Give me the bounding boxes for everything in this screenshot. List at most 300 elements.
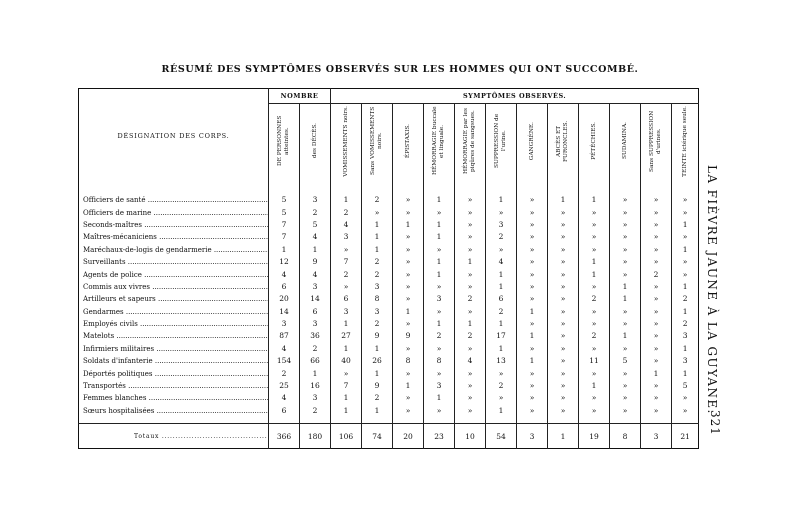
table-cell: 1	[486, 318, 517, 330]
table-cell: 4	[269, 343, 300, 355]
table-cell: 3	[672, 355, 699, 367]
table-cell: 3	[672, 330, 699, 342]
column-header	[269, 104, 300, 183]
table-cell: 6	[331, 293, 362, 305]
table-cell: 4	[269, 268, 300, 280]
table-cell: »	[362, 206, 393, 218]
table-cell: »	[641, 380, 672, 392]
table-cell: 2	[269, 367, 300, 379]
table-cell: »	[641, 355, 672, 367]
table-cell: »	[548, 231, 579, 243]
table-cell: »	[641, 281, 672, 293]
table-cell: 1	[610, 281, 641, 293]
corps-name-label: Femmes blanches .....	[83, 392, 268, 404]
column-header-label: TEINTE ictérique seule.	[681, 105, 688, 177]
table-cell: 1	[362, 343, 393, 355]
symptomes-group-header: SYMPTÔMES OBSERVÉS.	[331, 89, 699, 104]
table-cell: »	[579, 206, 610, 218]
table-cell: »	[424, 367, 455, 379]
table-cell: 17	[486, 330, 517, 342]
table-cell: »	[393, 318, 424, 330]
table-body	[79, 182, 699, 449]
table-cell: 3	[300, 318, 331, 330]
table-cell: »	[393, 206, 424, 218]
corps-name-label: Infirmiers militaires .....	[83, 343, 268, 355]
table-cell: 2	[424, 330, 455, 342]
column-header-label: ÉPISTAXIS.	[404, 123, 411, 159]
table-cell: 3	[331, 306, 362, 318]
table-cell: »	[517, 318, 548, 330]
table-cell: »	[331, 367, 362, 379]
table-cell: »	[393, 194, 424, 206]
table-cell: »	[331, 244, 362, 256]
table-cell: »	[548, 256, 579, 268]
table-cell: »	[486, 244, 517, 256]
table-cell: »	[672, 194, 699, 206]
table-cell: »	[393, 343, 424, 355]
table-cell: 1	[331, 194, 362, 206]
table-cell: 1	[393, 219, 424, 231]
corps-name-label: Officiers de santé .....	[83, 194, 268, 206]
table-row	[79, 380, 699, 392]
table-cell: 8	[362, 293, 393, 305]
column-header	[300, 104, 331, 183]
table-cell: 7	[269, 219, 300, 231]
table-cell: »	[455, 206, 486, 218]
table-cell: »	[641, 231, 672, 243]
total-cell: 23	[424, 424, 455, 449]
table-cell: 2	[362, 392, 393, 404]
column-header-label: SUPPRESSION de l'urine.	[494, 113, 507, 169]
table-cell: 3	[424, 293, 455, 305]
table-cell: »	[486, 367, 517, 379]
table-cell: »	[610, 206, 641, 218]
table-cell: »	[610, 231, 641, 243]
corps-name	[79, 355, 269, 367]
column-header	[579, 104, 610, 183]
table-cell: »	[610, 219, 641, 231]
table-cell: »	[517, 244, 548, 256]
total-cell: 74	[362, 424, 393, 449]
table-cell: »	[393, 293, 424, 305]
spacer-row	[79, 182, 699, 194]
table-cell: 1	[331, 318, 362, 330]
table-cell: »	[517, 231, 548, 243]
table-cell: »	[548, 244, 579, 256]
table-cell: »	[548, 268, 579, 280]
table-cell: 1	[424, 268, 455, 280]
total-cell: 8	[610, 424, 641, 449]
table-row	[79, 330, 699, 342]
table-cell: 154	[269, 355, 300, 367]
table-cell: 26	[362, 355, 393, 367]
table-cell: 8	[393, 355, 424, 367]
column-header-label: HÉMORRAGIE buccale et linguale.	[432, 106, 445, 176]
table-cell: »	[393, 231, 424, 243]
table-cell: »	[641, 405, 672, 417]
total-cell: 180	[300, 424, 331, 449]
column-header-label: SUDAMINA.	[621, 122, 628, 160]
table-cell: »	[641, 306, 672, 318]
corps-name-label: Gendarmes .....	[83, 306, 268, 318]
table-cell: 1	[672, 244, 699, 256]
table-cell: »	[517, 343, 548, 355]
table-cell: 1	[300, 367, 331, 379]
table-cell: 1	[548, 194, 579, 206]
table-cell: »	[579, 318, 610, 330]
table-cell: »	[610, 367, 641, 379]
table-row	[79, 268, 699, 280]
column-header	[362, 104, 393, 183]
corps-name-label: Matelots .....	[83, 330, 268, 342]
corps-name-label: Commis aux vivres .....	[83, 281, 268, 293]
table-cell: 1	[579, 380, 610, 392]
nombre-group-header: NOMBRE	[269, 89, 331, 104]
table-cell: 6	[269, 405, 300, 417]
table-cell: »	[393, 405, 424, 417]
corps-name-label: Agents de police .....	[83, 269, 268, 281]
table-cell: 2	[579, 293, 610, 305]
corps-name	[79, 343, 269, 355]
table-cell: 11	[579, 355, 610, 367]
table-cell: »	[672, 405, 699, 417]
table-cell: 40	[331, 355, 362, 367]
corps-name	[79, 219, 269, 231]
table-cell: »	[548, 355, 579, 367]
table-cell: »	[641, 392, 672, 404]
table-cell: »	[393, 268, 424, 280]
table-cell: 4	[300, 231, 331, 243]
total-cell: 3	[641, 424, 672, 449]
table-cell: 2	[300, 405, 331, 417]
table-cell: »	[641, 330, 672, 342]
table-cell: 2	[331, 206, 362, 218]
table-cell: 1	[300, 244, 331, 256]
table-cell: 2	[486, 306, 517, 318]
table-cell: 5	[300, 219, 331, 231]
table-cell: »	[393, 392, 424, 404]
table-cell: 1	[486, 343, 517, 355]
table-cell: »	[548, 380, 579, 392]
table-cell: 36	[300, 330, 331, 342]
table-cell: 6	[300, 306, 331, 318]
totals-label	[79, 424, 269, 449]
table-cell: 2	[641, 268, 672, 280]
table-cell: 1	[641, 367, 672, 379]
table-cell: »	[610, 405, 641, 417]
table-cell: 3	[486, 219, 517, 231]
column-header	[641, 104, 672, 183]
table-cell: 25	[269, 380, 300, 392]
table-cell: 5	[610, 355, 641, 367]
corps-name-label: Déportés politiques .....	[83, 368, 268, 380]
table-cell: 1	[331, 392, 362, 404]
table-cell: »	[393, 281, 424, 293]
table-cell: 1	[486, 268, 517, 280]
column-header-label: GANGRÈNE.	[528, 121, 535, 161]
table-cell: 1	[486, 281, 517, 293]
column-header	[548, 104, 579, 183]
table-cell: 1	[362, 244, 393, 256]
table-cell: »	[517, 256, 548, 268]
table-cell: »	[424, 306, 455, 318]
table-cell: 4	[269, 392, 300, 404]
table-cell: 1	[362, 231, 393, 243]
table-cell: »	[672, 206, 699, 218]
table-cell: 66	[300, 355, 331, 367]
table-cell: »	[641, 244, 672, 256]
table-cell: 1	[672, 343, 699, 355]
table-cell: »	[548, 281, 579, 293]
corps-name	[79, 380, 269, 392]
table-cell: 3	[300, 392, 331, 404]
table-cell: »	[455, 405, 486, 417]
table-cell: 20	[269, 293, 300, 305]
table-cell: »	[610, 318, 641, 330]
table-cell: »	[455, 244, 486, 256]
table-cell: »	[548, 318, 579, 330]
table-cell: 4	[486, 256, 517, 268]
running-head: LA FIÈVRE JAUNE À LA GUYANE.	[705, 165, 719, 415]
table-cell: »	[610, 194, 641, 206]
table-cell: »	[393, 367, 424, 379]
table-cell: 1	[424, 231, 455, 243]
table-cell: »	[641, 219, 672, 231]
table-header	[79, 89, 699, 183]
table-cell: 3	[362, 306, 393, 318]
table-cell: »	[517, 405, 548, 417]
table-cell: 2	[331, 268, 362, 280]
table-cell: »	[672, 268, 699, 280]
table-cell: 1	[331, 343, 362, 355]
table-cell: »	[579, 231, 610, 243]
table-cell: »	[393, 244, 424, 256]
table-cell: 9	[393, 330, 424, 342]
table-cell: 14	[269, 306, 300, 318]
total-cell: 10	[455, 424, 486, 449]
table-cell: 1	[672, 219, 699, 231]
table-row	[79, 355, 699, 367]
column-header-label: des DÉCÈS.	[311, 123, 318, 159]
table-cell: »	[486, 206, 517, 218]
table-cell: 5	[269, 194, 300, 206]
table-cell: »	[641, 293, 672, 305]
table-cell: 1	[455, 318, 486, 330]
column-header-label: DE PERSONNES atteintes.	[277, 115, 290, 167]
corps-name-label: Maréchaux-de-logis de gendarmerie .....	[83, 244, 268, 256]
table-cell: 1	[517, 306, 548, 318]
table-cell: »	[424, 343, 455, 355]
corps-name-label: Sœurs hospitalisées .....	[83, 405, 268, 417]
table-cell: 4	[300, 268, 331, 280]
table-cell: 27	[331, 330, 362, 342]
table-cell: 1	[610, 293, 641, 305]
table-cell: 1	[424, 318, 455, 330]
table-cell: »	[517, 293, 548, 305]
table-cell: »	[610, 244, 641, 256]
corps-name-label: Seconds-maîtres .....	[83, 219, 268, 231]
table-cell: 87	[269, 330, 300, 342]
table-row	[79, 219, 699, 231]
table-cell: »	[548, 343, 579, 355]
total-cell: 366	[269, 424, 300, 449]
table-cell: 1	[362, 367, 393, 379]
table-cell: »	[455, 219, 486, 231]
table-cell: 2	[455, 330, 486, 342]
table-row	[79, 281, 699, 293]
table-cell: »	[641, 318, 672, 330]
table-cell: »	[548, 206, 579, 218]
corps-name	[79, 293, 269, 305]
column-header-label: PÉTÉCHIES.	[590, 122, 597, 160]
column-header-label: HÉMORRAGIE par les piqûres de sangsues.	[463, 108, 476, 174]
total-cell: 54	[486, 424, 517, 449]
table-cell: »	[610, 306, 641, 318]
table-cell: 1	[393, 306, 424, 318]
table-cell: »	[579, 244, 610, 256]
table-cell: »	[579, 405, 610, 417]
table-cell: »	[424, 244, 455, 256]
column-header	[672, 104, 699, 183]
table-cell: 3	[331, 231, 362, 243]
total-cell: 106	[331, 424, 362, 449]
table-cell: »	[548, 392, 579, 404]
table-title: RÉSUMÉ DES SYMPTÔMES OBSERVÉS SUR LES HOMMES QUI ONT SUCCOMBÉ.	[161, 64, 639, 75]
table-cell: 1	[424, 219, 455, 231]
table-cell: »	[641, 256, 672, 268]
column-header	[331, 104, 362, 183]
table-cell: »	[517, 380, 548, 392]
table-cell: »	[548, 293, 579, 305]
table-cell: 1	[579, 268, 610, 280]
total-cell: 20	[393, 424, 424, 449]
table-cell: »	[517, 268, 548, 280]
table-row	[79, 405, 699, 417]
table-cell: 3	[362, 281, 393, 293]
table-cell: 9	[300, 256, 331, 268]
table-cell: »	[455, 281, 486, 293]
table-cell: »	[610, 380, 641, 392]
corps-name-label: Soldats d'infanterie .....	[83, 355, 268, 367]
table-cell: »	[393, 256, 424, 268]
table-cell: 1	[672, 367, 699, 379]
page-number: 321	[708, 410, 722, 436]
table-cell: »	[455, 306, 486, 318]
table-cell: »	[610, 343, 641, 355]
table-cell: 1	[269, 244, 300, 256]
table-cell: »	[579, 343, 610, 355]
table-cell: 1	[455, 256, 486, 268]
table-cell: »	[517, 206, 548, 218]
table-cell: 4	[331, 219, 362, 231]
table-cell: 1	[393, 380, 424, 392]
table-cell: »	[672, 256, 699, 268]
column-header	[424, 104, 455, 183]
table-cell: »	[672, 231, 699, 243]
table-cell: »	[610, 256, 641, 268]
table-row	[79, 256, 699, 268]
table-cell: 1	[424, 194, 455, 206]
table-cell: »	[455, 231, 486, 243]
table-cell: 2	[362, 268, 393, 280]
table-cell: 3	[300, 194, 331, 206]
column-header	[517, 104, 548, 183]
corps-name	[79, 330, 269, 342]
table-row	[79, 306, 699, 318]
table-cell: »	[455, 268, 486, 280]
table-cell: »	[641, 194, 672, 206]
table-row	[79, 244, 699, 256]
table-cell: »	[517, 281, 548, 293]
table-cell: »	[548, 306, 579, 318]
corps-name	[79, 405, 269, 417]
table-cell: 2	[486, 380, 517, 392]
table-row	[79, 343, 699, 355]
table-cell: 3	[300, 281, 331, 293]
table-cell: 1	[362, 219, 393, 231]
table-cell: 2	[672, 293, 699, 305]
table-row	[79, 367, 699, 379]
table-cell: 1	[672, 306, 699, 318]
table-cell: 1	[424, 392, 455, 404]
table-cell: »	[424, 281, 455, 293]
corps-name-label: Transportés .....	[83, 380, 268, 392]
table-row	[79, 206, 699, 218]
table-cell: 7	[331, 256, 362, 268]
designation-header: DÉSIGNATION DES CORPS.	[117, 131, 230, 140]
table-cell: 1	[672, 281, 699, 293]
corps-name-label: Officiers de marine .....	[83, 207, 268, 219]
table-cell: »	[579, 219, 610, 231]
table-cell: 6	[486, 293, 517, 305]
table-cell: »	[548, 330, 579, 342]
corps-name	[79, 392, 269, 404]
table-cell: 2	[579, 330, 610, 342]
table-cell: 2	[300, 206, 331, 218]
table-cell: »	[579, 281, 610, 293]
totals-label-text: Totaux .....	[134, 433, 268, 440]
corps-name-label: Employés civils .....	[83, 318, 268, 330]
table-cell: 7	[269, 231, 300, 243]
table-cell: »	[548, 219, 579, 231]
table-cell: 1	[579, 256, 610, 268]
table-cell: »	[672, 392, 699, 404]
table-cell: 2	[362, 318, 393, 330]
table-cell: 2	[300, 343, 331, 355]
table-cell: 7	[331, 380, 362, 392]
table-cell: »	[641, 343, 672, 355]
table-cell: 16	[300, 380, 331, 392]
total-cell: 3	[517, 424, 548, 449]
table-cell: 13	[486, 355, 517, 367]
table-cell: »	[517, 392, 548, 404]
table-cell: »	[455, 194, 486, 206]
table-cell: 12	[269, 256, 300, 268]
table-cell: »	[486, 392, 517, 404]
table-cell: 4	[455, 355, 486, 367]
table-cell: 8	[424, 355, 455, 367]
table-cell: 3	[269, 318, 300, 330]
table-row	[79, 392, 699, 404]
table-cell: 2	[672, 318, 699, 330]
corps-name-label: Artilleurs et sapeurs .....	[83, 293, 268, 305]
table-cell: 2	[455, 293, 486, 305]
column-header-label: Sans VOMISSEMENTS noirs.	[370, 106, 383, 176]
table-cell: »	[455, 343, 486, 355]
table-cell: 1	[517, 330, 548, 342]
column-header	[486, 104, 517, 183]
corps-name	[79, 206, 269, 218]
